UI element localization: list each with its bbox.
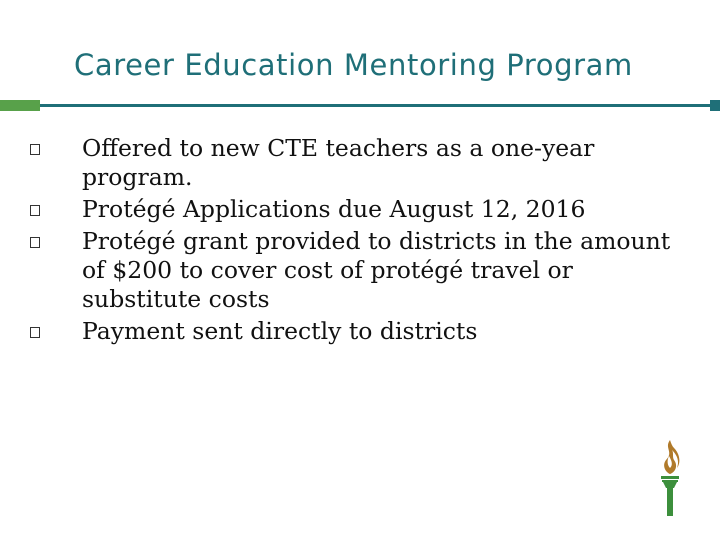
bullet-item bbox=[82, 317, 672, 346]
bullet-item bbox=[82, 195, 672, 224]
bullet-item bbox=[82, 227, 672, 314]
bullet-text: Protégé grant provided to districts in the amount of $200 to cover cost of protégé travel or substitute costs bbox=[82, 227, 671, 313]
bullet-text: Offered to new CTE teachers as a one-year program. bbox=[82, 134, 595, 191]
title-rule-accent-green bbox=[0, 100, 40, 111]
slide-title: Career Education Mentoring Program bbox=[74, 48, 633, 82]
square-bullet-icon bbox=[30, 205, 40, 216]
bullet-item bbox=[82, 134, 672, 192]
title-rule-accent-teal bbox=[710, 100, 720, 111]
square-bullet-icon bbox=[30, 144, 40, 155]
bullet-text: Payment sent directly to districts bbox=[82, 317, 478, 345]
bullet-text: Protégé Applications due August 12, 2016 bbox=[82, 195, 586, 223]
torch-icon bbox=[652, 438, 688, 518]
square-bullet-icon bbox=[30, 237, 40, 248]
title-rule bbox=[40, 104, 710, 107]
bullet-list bbox=[82, 134, 672, 349]
square-bullet-icon bbox=[30, 327, 40, 338]
